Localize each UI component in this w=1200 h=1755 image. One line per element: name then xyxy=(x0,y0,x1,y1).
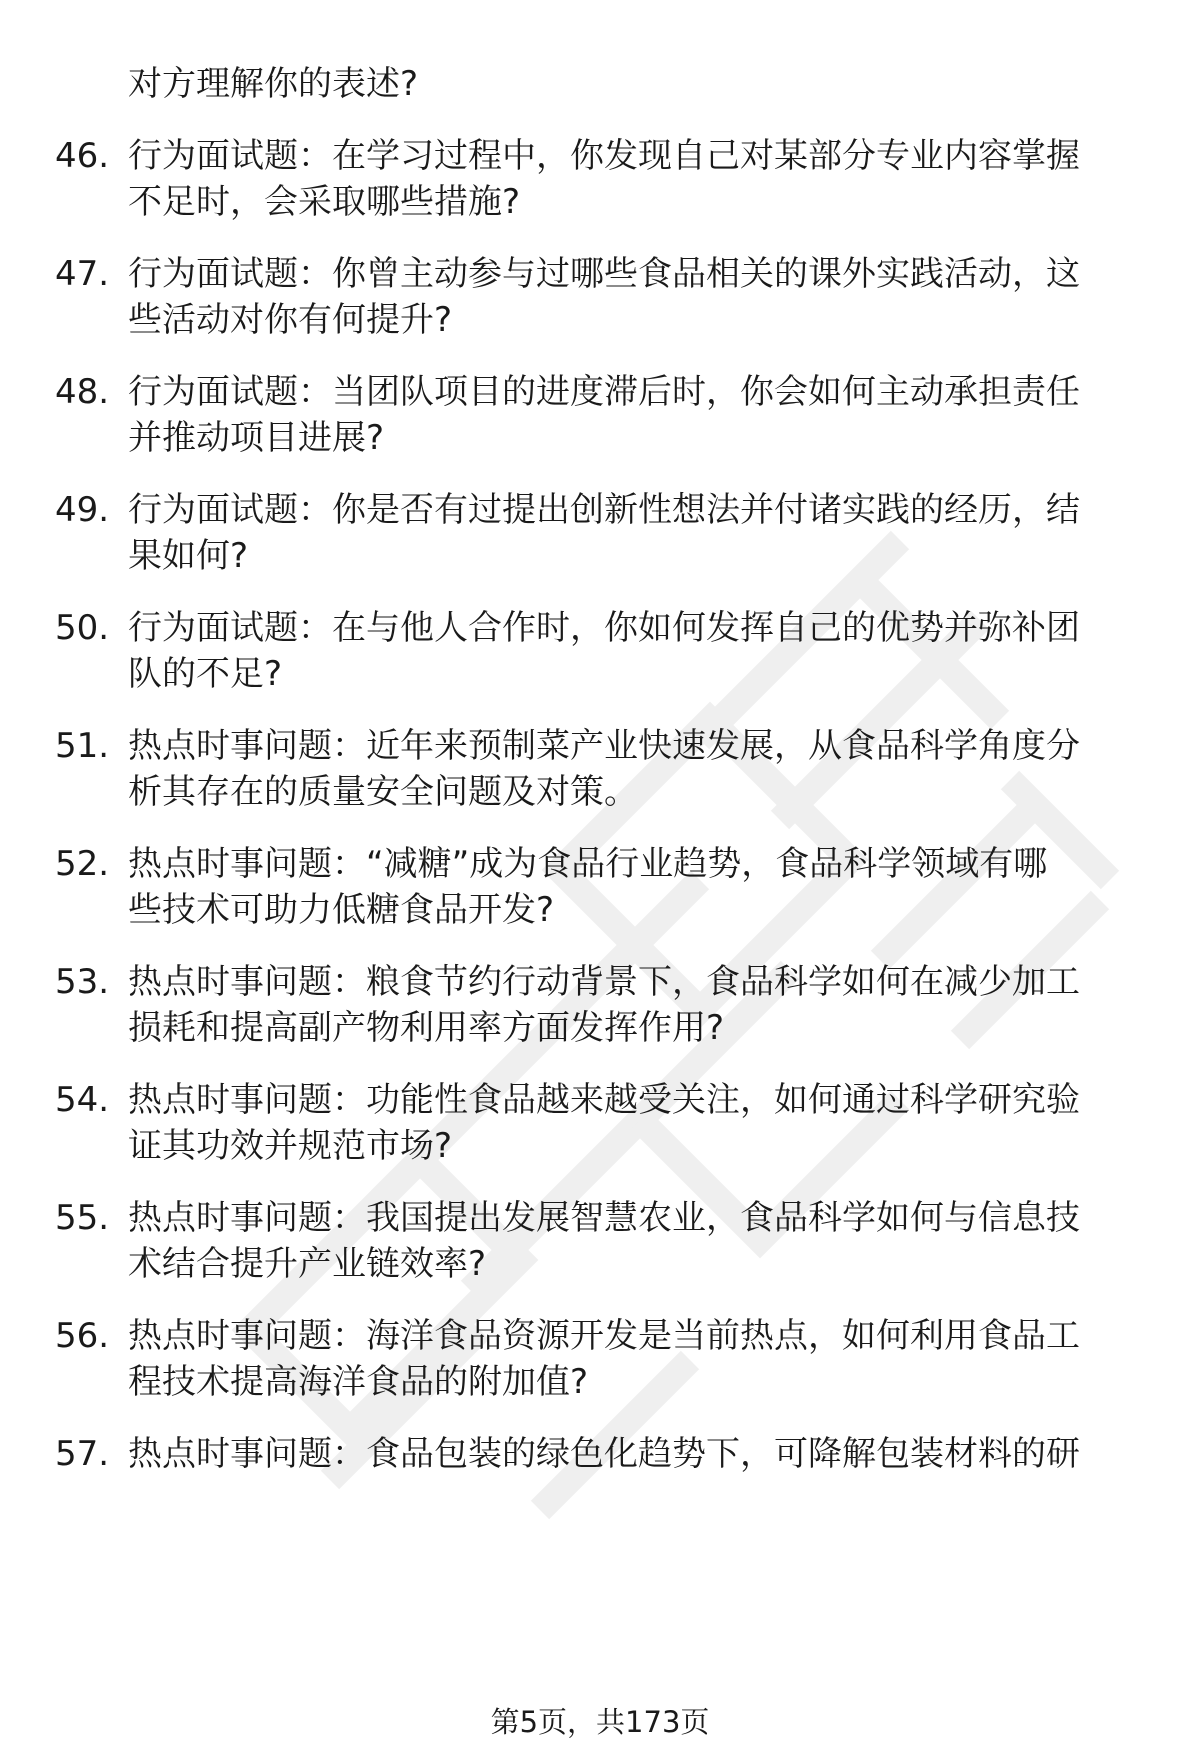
item-number: 50. xyxy=(55,608,110,648)
page-footer: 第5页，共173页 xyxy=(490,1705,710,1739)
item-line: 热点时事问题：近年来预制菜产业快速发展，从食品科学角度分 xyxy=(128,726,1080,766)
item-line: 热点时事问题：功能性食品越来越受关注，如何通过科学研究验 xyxy=(128,1080,1080,1120)
item-line: 证其功效并规范市场? xyxy=(128,1126,453,1166)
item-line: 不足时，会采取哪些措施? xyxy=(128,182,521,222)
item-line: 并推动项目进展? xyxy=(128,418,385,458)
item-line: 队的不足? xyxy=(128,654,283,694)
item-number: 54. xyxy=(55,1080,110,1120)
item-number: 57. xyxy=(55,1434,110,1474)
item-line: 热点时事问题：粮食节约行动背景下，食品科学如何在减少加工 xyxy=(128,962,1080,1002)
item-line: 析其存在的质量安全问题及对策。 xyxy=(128,772,638,812)
item-line: 热点时事问题：“减糖”成为食品行业趋势，食品科学领域有哪 xyxy=(128,844,1048,884)
item-number: 55. xyxy=(55,1198,110,1238)
item-line: 果如何? xyxy=(128,536,249,576)
item-number: 56. xyxy=(55,1316,110,1356)
item-line: 热点时事问题：我国提出发展智慧农业，食品科学如何与信息技 xyxy=(128,1198,1080,1238)
item-line: 术结合提升产业链效率? xyxy=(128,1244,487,1284)
item-number: 46. xyxy=(55,136,110,176)
item-line: 程技术提高海洋食品的附加值? xyxy=(128,1362,589,1402)
item-number: 51. xyxy=(55,726,110,766)
item-line: 些技术可助力低糖食品开发? xyxy=(128,890,555,930)
item-number: 48. xyxy=(55,372,110,412)
continuation-text: 对方理解你的表述? xyxy=(128,64,419,104)
item-line: 损耗和提高副产物利用率方面发挥作用? xyxy=(128,1008,725,1048)
item-line: 行为面试题：在学习过程中，你发现自己对某部分专业内容掌握 xyxy=(128,136,1080,176)
item-line: 行为面试题：当团队项目的进度滞后时，你会如何主动承担责任 xyxy=(128,372,1080,412)
item-line: 热点时事问题：食品包装的绿色化趋势下，可降解包装材料的研 xyxy=(128,1434,1080,1474)
item-line: 热点时事问题：海洋食品资源开发是当前热点，如何利用食品工 xyxy=(128,1316,1080,1356)
item-line: 行为面试题：你是否有过提出创新性想法并付诸实践的经历，结 xyxy=(128,490,1080,530)
item-line: 些活动对你有何提升? xyxy=(128,300,453,340)
item-number: 47. xyxy=(55,254,110,294)
item-line: 行为面试题：你曾主动参与过哪些食品相关的课外实践活动，这 xyxy=(128,254,1080,294)
item-number: 53. xyxy=(55,962,110,1002)
item-line: 行为面试题：在与他人合作时，你如何发挥自己的优势并弥补团 xyxy=(128,608,1080,648)
item-number: 52. xyxy=(55,844,110,884)
item-number: 49. xyxy=(55,490,110,530)
